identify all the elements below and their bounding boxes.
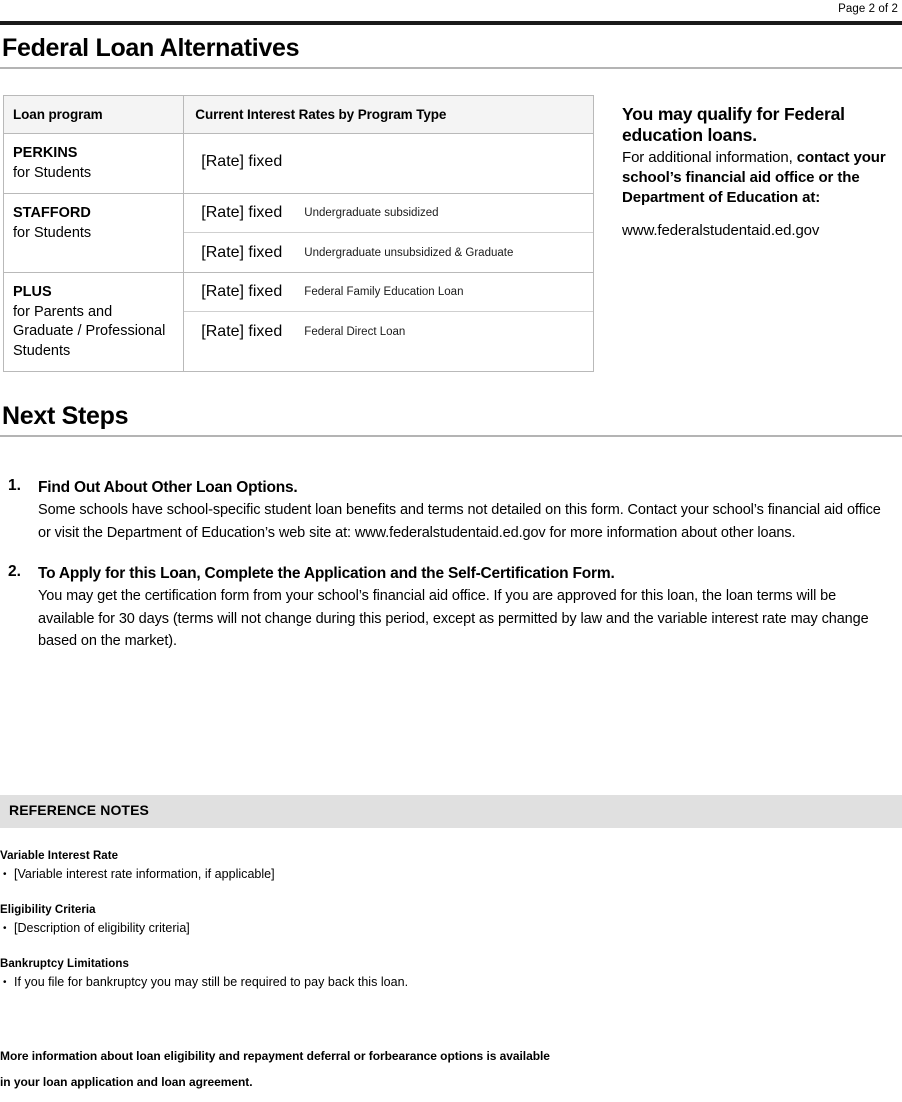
rate-program-type: Federal Family Education Loan [304,286,464,298]
page-title-next-steps: Next Steps [2,402,129,430]
reference-note-group [0,956,700,991]
table-row [4,194,594,273]
reference-notes-label: REFERENCE NOTES [9,802,149,818]
reference-notes-band [0,795,902,828]
bullet-icon: • [3,977,7,988]
bullet-icon: • [3,923,7,934]
rate-value: [Rate] fixed [201,322,283,340]
interest-rates-cell [184,273,594,372]
reference-note-heading: Eligibility Criteria [0,904,96,916]
column-header-loan-program: Loan program [4,96,184,134]
rate-value: [Rate] fixed [201,243,283,261]
loan-program-subtitle: for Students [13,224,92,241]
rate-program-type: Undergraduate subsidized [304,207,439,219]
reference-note-bullet-text: [Description of eligibility criteria] [14,921,190,935]
loan-program-subtitle: for Parents and Graduate / Professional Students [13,303,166,359]
rate-row [184,233,593,272]
reference-notes-closing: More information about loan eligibility and repayment deferral or forbearance options is available in your loan application and loan agreement. [0,1049,550,1089]
bullet-icon: • [3,869,7,880]
callout-body-normal: For additional information, [622,149,797,166]
callout-heading: You may qualify for Federal education loans. [622,104,845,145]
callout-body [622,148,894,208]
qualify-callout [622,104,894,241]
rate-value: [Rate] fixed [201,204,283,221]
page-number: Page 2 of 2 [838,3,898,15]
reference-note-bullet [0,866,700,883]
loan-program-subtitle: for Students [13,164,92,181]
loan-programs-table [3,95,594,372]
next-step-number: 1. [8,477,21,494]
reference-note-heading: Variable Interest Rate [0,850,119,862]
next-steps-list [0,477,890,672]
top-rule-divider [0,21,902,25]
table-row [4,134,594,194]
loan-program-name: PLUS [13,284,52,300]
next-step-number: 2. [8,563,21,580]
next-step-item [0,563,890,653]
section-divider-next-steps [0,435,902,437]
interest-rates-cell [184,194,594,273]
rate-row [184,194,593,233]
reference-note-group [0,848,700,883]
loan-program-cell [4,194,184,273]
rate-row [184,273,593,312]
reference-note-heading: Bankruptcy Limitations [0,958,129,970]
section-divider-federal [0,67,902,69]
rate-value: [Rate] fixed [201,152,283,170]
reference-note-bullet-text: [Variable interest rate information, if applicable] [14,867,275,881]
reference-note-group [0,902,700,937]
rate-program-type: Undergraduate unsubsidized & Graduate [304,246,514,259]
next-step-title: Find Out About Other Loan Options. [38,479,298,496]
callout-body-bold: contact your school’s financial aid office or the Department of Education at: [622,149,886,206]
column-header-current-rates: Current Interest Rates by Program Type [184,96,594,134]
interest-rates-cell [184,134,594,194]
next-step-body: You may get the certification form from your school’s financial aid office. If you are approved for this loan, the loan terms will be available for 30 days (terms will not change during this period, except as permitted by law and the variable interest rate may change based on the market). [38,588,869,649]
loan-program-cell [4,273,184,372]
rate-value: [Rate] fixed [201,283,283,300]
table-header-row [4,96,594,134]
reference-notes-content [0,848,700,1010]
rate-row [184,134,593,189]
loan-program-name: PERKINS [13,145,78,161]
rate-program-type: Federal Direct Loan [304,325,406,338]
table-row [4,273,594,372]
reference-note-bullet [0,920,700,937]
reference-note-bullet [0,974,700,991]
next-step-title: To Apply for this Loan, Complete the Application and the Self-Certification Form. [38,565,615,582]
callout-url[interactable]: www.federalstudentaid.ed.gov [622,222,820,239]
loan-program-name: STAFFORD [13,205,91,221]
loan-program-cell [4,134,184,194]
next-step-item [0,477,890,544]
reference-note-bullet-text: If you file for bankruptcy you may still be required to pay back this loan. [14,975,409,989]
next-step-body: Some schools have school-specific student loan benefits and terms not detailed on this form. Contact your school’s financial aid office or visit the Department of Education’s web site at: www.federalstudentaid.ed.gov for more information about other loans. [38,502,881,541]
rate-row [184,312,593,351]
page-title-federal-loan-alternatives: Federal Loan Alternatives [2,34,300,62]
